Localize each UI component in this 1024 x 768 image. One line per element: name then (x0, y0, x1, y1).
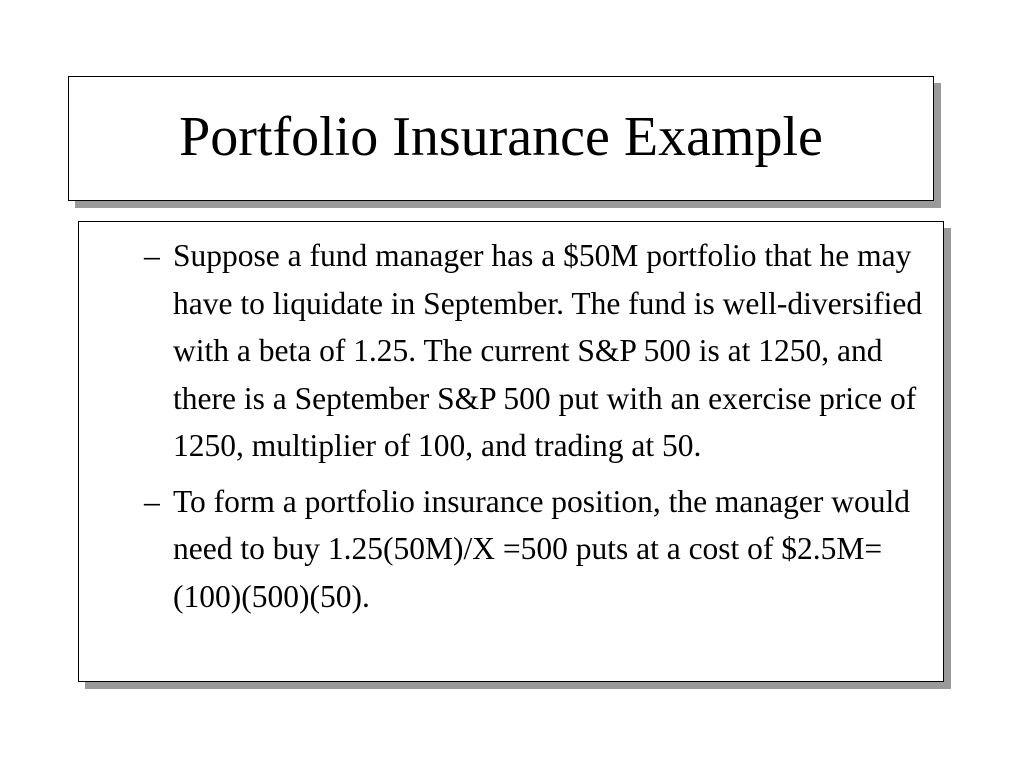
bullet-text-2: To form a portfolio insurance position, the manager would need to buy 1.25(50M)/X =500 puts at a cost of $2.5M= (100)(500)(50). (173, 483, 910, 614)
bullet-text-1: Suppose a fund manager has a $50M portfolio that he may have to liquidate in September. The fund is well-diversified with a beta of 1.25. The current S&P 500 is at 1250, and there is a September S&P 500 put with an exercise price of 1250, multiplier of 100, and trading at 50. (173, 238, 923, 463)
content-box (78, 221, 944, 682)
bullet-list (144, 232, 939, 628)
title-box (68, 76, 934, 201)
bullet-item-2 (144, 478, 939, 621)
bullet-item-1 (144, 232, 939, 470)
bullet-dash: – (144, 238, 160, 273)
bullet-dash: – (144, 483, 160, 519)
slide-title: Portfolio Insurance Example (179, 105, 823, 168)
